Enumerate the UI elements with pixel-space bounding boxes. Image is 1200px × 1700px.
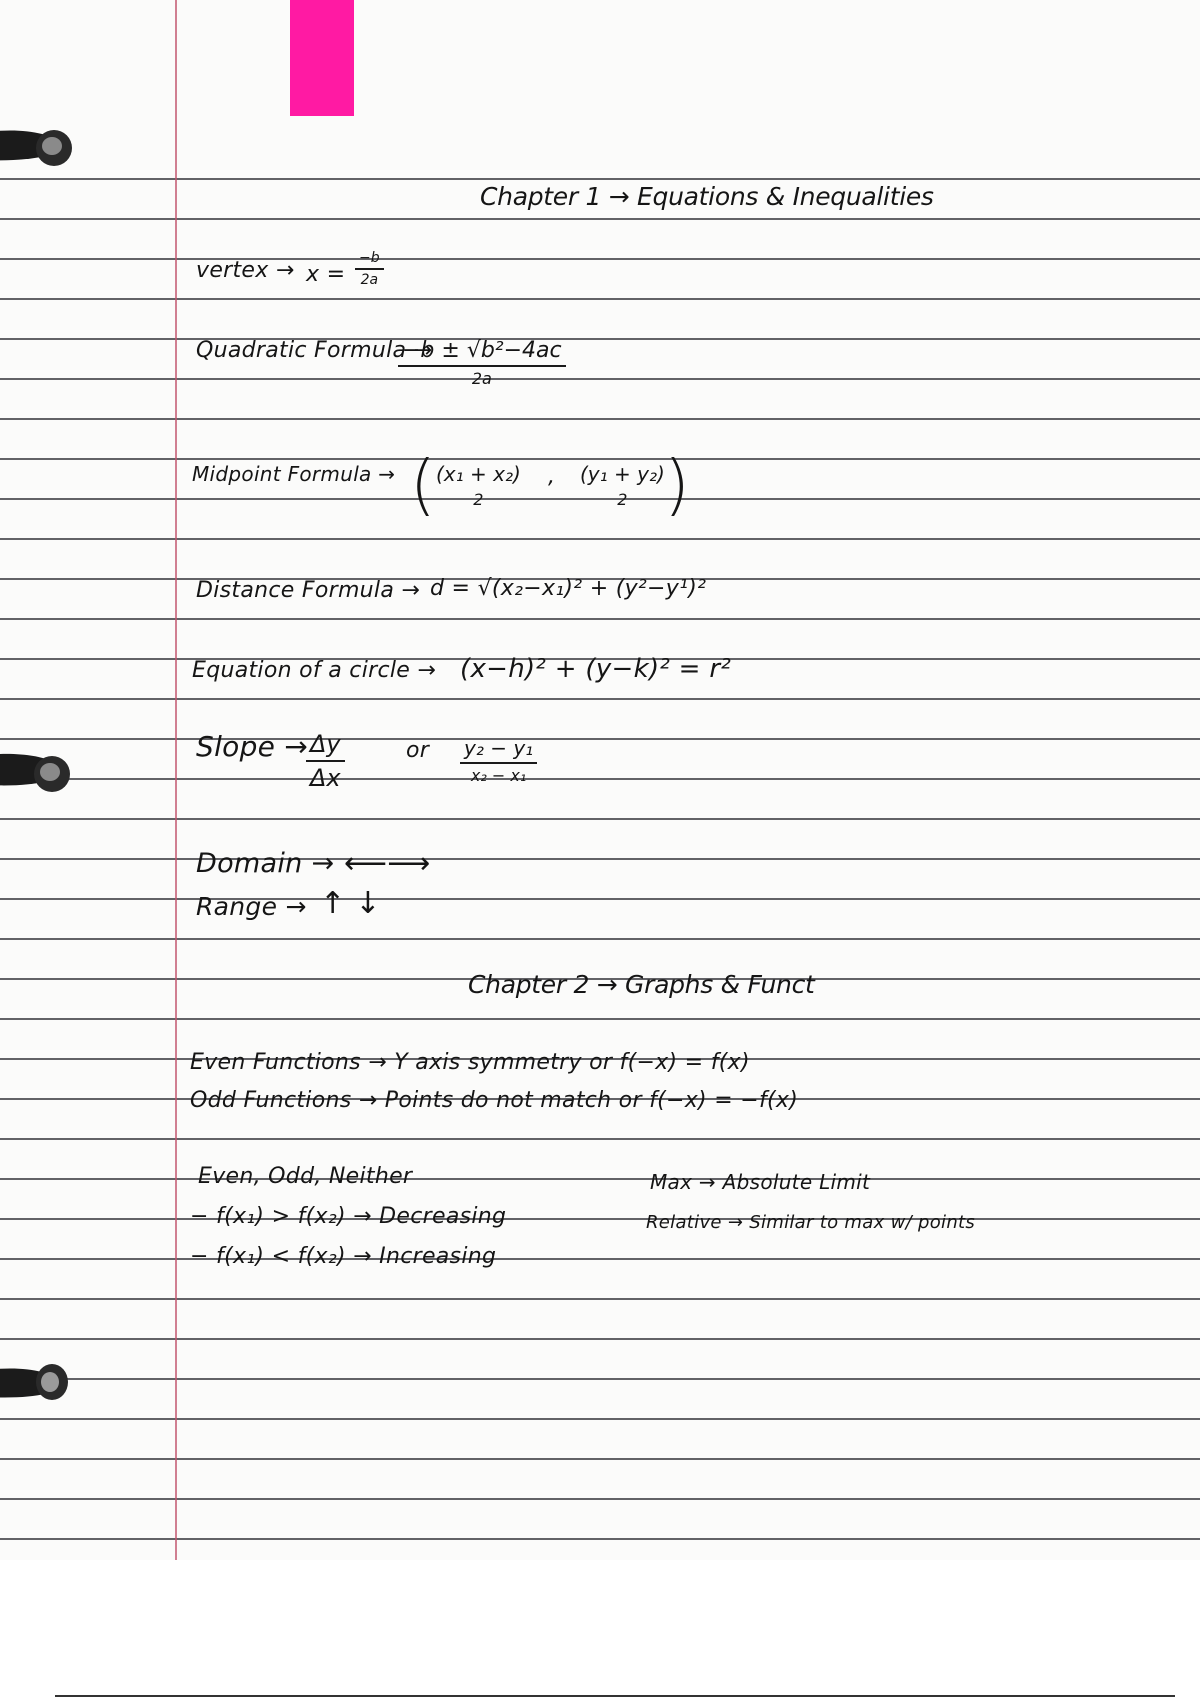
- ruled-line: [0, 1338, 1200, 1340]
- chapter-2-title: Chapter 2 → Graphs & Funct: [468, 970, 815, 999]
- vertex-fraction: [355, 250, 384, 288]
- decreasing-line: − f(x₁) > f(x₂) → Decreasing: [190, 1204, 507, 1229]
- increasing-line: − f(x₁) < f(x₂) → Increasing: [190, 1244, 497, 1269]
- ruled-line: [0, 298, 1200, 300]
- midpoint-x-denominator: 2: [473, 490, 484, 509]
- ruled-line: [0, 1538, 1200, 1540]
- midpoint-x-fraction: [432, 462, 525, 509]
- ruled-line: [0, 338, 1200, 340]
- relative-line: Relative → Similar to max w/ points: [646, 1212, 976, 1233]
- ruled-line: [0, 1418, 1200, 1420]
- ruled-line: [0, 898, 1200, 900]
- midpoint-x-numerator: (x₁ + x₂): [436, 462, 521, 486]
- ruled-line: [0, 1178, 1200, 1180]
- domain-label: Domain →: [196, 848, 335, 879]
- range-arrow-icon: ↑ ↓: [320, 886, 381, 921]
- vertex-formula: x =: [306, 262, 346, 287]
- even-odd-neither-line: Even, Odd, Neither: [198, 1164, 413, 1189]
- odd-functions-line: Odd Functions → Points do not match or f(−x) = −f(x): [190, 1088, 799, 1113]
- ruled-line: [0, 378, 1200, 380]
- quadratic-denominator: 2a: [471, 369, 492, 388]
- chapter-1-title: Chapter 1 → Equations & Inequalities: [480, 182, 934, 211]
- slope-or: or: [406, 738, 430, 763]
- distance-formula: d = √(x₂−x₁)² + (y²−y¹)²: [430, 576, 707, 601]
- sticky-tab: [290, 0, 354, 116]
- circle-label: Equation of a circle →: [192, 658, 437, 683]
- ruled-line: [0, 698, 1200, 700]
- page-bottom-rule: [55, 1695, 1175, 1697]
- slope-delta-numerator: Δy: [306, 730, 345, 762]
- vertex-denominator: 2a: [360, 272, 379, 288]
- ruled-line: [0, 1498, 1200, 1500]
- ruled-line: [0, 818, 1200, 820]
- midpoint-close-paren: ): [664, 446, 690, 523]
- max-line: Max → Absolute Limit: [650, 1170, 871, 1194]
- slope-label: Slope →: [196, 730, 309, 763]
- ruled-line: [0, 258, 1200, 260]
- slope-delta-denominator: Δx: [310, 764, 341, 792]
- binder-ring-icon: [0, 744, 96, 800]
- ruled-line: [0, 1258, 1200, 1260]
- slope-delta-fraction: [306, 730, 345, 792]
- ruled-line: [0, 938, 1200, 940]
- margin-line: [175, 0, 177, 1560]
- midpoint-open-paren: (: [410, 446, 436, 523]
- quadratic-numerator: −b ± √b²−4ac: [398, 338, 566, 367]
- binder-ring-icon: [0, 1356, 96, 1412]
- midpoint-y-fraction: [576, 462, 669, 509]
- ruled-line: [0, 1138, 1200, 1140]
- ruled-line: [0, 1218, 1200, 1220]
- slope-points-denominator: x₂ − x₁: [470, 766, 527, 785]
- even-functions-line: Even Functions → Y axis symmetry or f(−x) = f(x): [190, 1050, 750, 1075]
- ruled-line: [0, 218, 1200, 220]
- ruled-line: [0, 1298, 1200, 1300]
- ruled-line: [0, 418, 1200, 420]
- domain-arrow-icon: ⟵⟶: [344, 846, 431, 881]
- slope-points-fraction: [460, 736, 537, 785]
- range-label: Range →: [196, 892, 307, 921]
- ruled-line: [0, 778, 1200, 780]
- vertex-label: vertex →: [196, 258, 295, 283]
- ruled-line: [0, 618, 1200, 620]
- binder-ring-icon: [0, 118, 96, 174]
- ruled-line: [0, 538, 1200, 540]
- slope-points-numerator: y₂ − y₁: [460, 736, 537, 764]
- midpoint-label: Midpoint Formula →: [192, 462, 396, 486]
- midpoint-y-denominator: 2: [617, 490, 628, 509]
- distance-label: Distance Formula →: [196, 578, 421, 603]
- ruled-line: [0, 178, 1200, 180]
- quadratic-fraction: [398, 338, 566, 388]
- vertex-numerator: −b: [355, 250, 384, 270]
- ruled-line: [0, 858, 1200, 860]
- midpoint-comma: ,: [548, 464, 556, 489]
- quadratic-label: Quadratic Formula →: [196, 338, 433, 363]
- ruled-line: [0, 1458, 1200, 1460]
- ruled-line: [0, 458, 1200, 460]
- midpoint-y-numerator: (y₁ + y₂): [580, 462, 665, 486]
- circle-formula: (x−h)² + (y−k)² = r²: [460, 654, 732, 684]
- ruled-line: [0, 1378, 1200, 1380]
- ruled-line: [0, 738, 1200, 740]
- ruled-line: [0, 1018, 1200, 1020]
